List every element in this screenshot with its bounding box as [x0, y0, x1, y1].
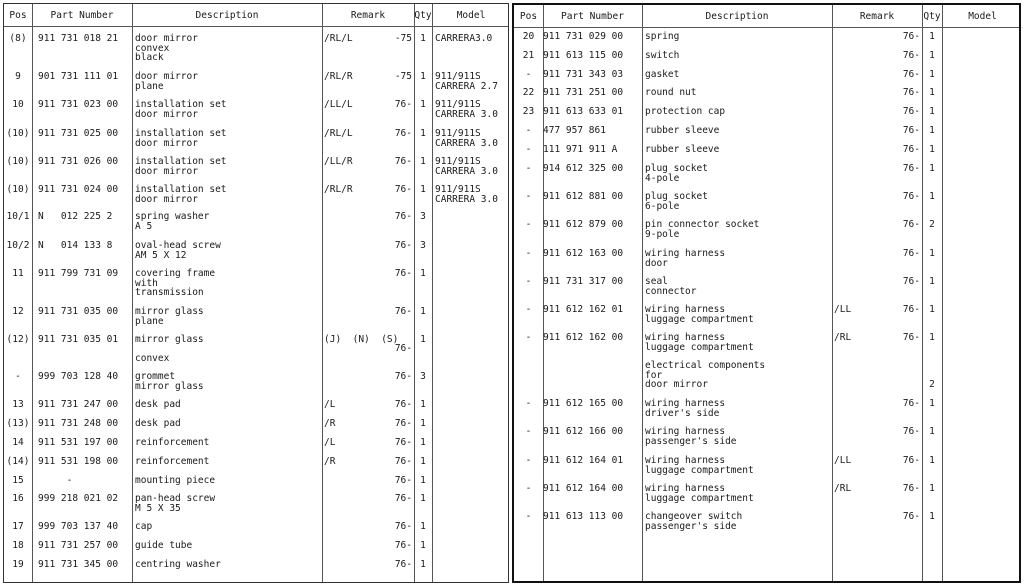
qty-cell: 1: [420, 437, 426, 448]
description-line: installation set: [135, 184, 227, 195]
description-line: gasket: [645, 69, 680, 80]
qty-cell: 2: [929, 219, 935, 230]
pos-cell: 20: [522, 31, 535, 42]
qty-cell: 1: [929, 304, 935, 315]
description-line: round nut: [645, 87, 697, 98]
remark-cell: (J) (N) (S): [324, 334, 399, 345]
header-divider: [4, 26, 508, 27]
qty-cell: 1: [420, 71, 426, 82]
description-line: desk pad: [135, 399, 181, 410]
remark-years: 76-: [902, 191, 920, 202]
header-desc: Description: [705, 11, 769, 22]
header-qty: Qty: [414, 10, 432, 21]
pos-cell: 10/2: [6, 240, 30, 251]
qty-cell: 3: [420, 211, 426, 222]
part-number-cell: 914 612 325 00: [543, 163, 624, 174]
description-line: installation set: [135, 99, 227, 110]
pos-cell: -: [525, 144, 532, 155]
pos-cell: 22: [522, 87, 535, 98]
pos-cell: -: [525, 332, 532, 343]
description-line: pin connector socket: [645, 219, 760, 230]
description-line: guide tube: [135, 540, 193, 551]
part-number-cell: -: [38, 475, 73, 486]
column-divider: [832, 5, 833, 581]
qty-cell: 1: [929, 511, 935, 522]
pos-cell: -: [525, 69, 532, 80]
description-line: seal: [645, 276, 668, 287]
description-line: door mirror: [135, 108, 198, 120]
part-number-cell: 999 703 137 40: [38, 521, 119, 532]
remark-cell: /LL: [834, 304, 852, 315]
part-number-cell: 911 731 026 00: [38, 156, 119, 167]
description-line: mounting piece: [135, 475, 216, 486]
header-divider: [514, 27, 1019, 28]
model-line: CARRERA 2.7: [435, 80, 498, 92]
pos-cell: (13): [6, 418, 30, 429]
qty-cell: 1: [929, 483, 935, 494]
pos-cell: -: [525, 426, 532, 437]
qty-cell: 1: [420, 268, 426, 279]
description-line: transmission: [135, 287, 204, 298]
remark-years: 76-: [394, 343, 412, 354]
header-pos: Pos: [9, 10, 27, 21]
remark-years: 76-: [902, 144, 920, 155]
parts-table-left: [3, 3, 509, 583]
remark-years: 76-: [394, 559, 412, 570]
part-number-cell: 911 731 035 01: [38, 334, 119, 345]
description-line: wiring harness: [645, 455, 726, 466]
part-number-cell: 911 731 018 21: [38, 33, 119, 44]
description-line: mirror glass: [135, 334, 204, 345]
part-number-cell: 911 731 035 00: [38, 306, 119, 317]
part-number-cell: 911 612 162 01: [543, 304, 624, 315]
description-line: plug socket: [645, 191, 708, 202]
remark-years: 76-: [902, 304, 920, 315]
pos-cell: (8): [9, 33, 27, 44]
pos-cell: -: [525, 511, 532, 522]
description-line: 6-pole: [645, 200, 680, 212]
description-line: passenger's side: [645, 435, 737, 447]
description-line: cap: [135, 521, 153, 532]
description-line: door mirror: [135, 193, 198, 205]
part-number-cell: 911 531 198 00: [38, 456, 119, 467]
remark-years: 76-: [394, 418, 412, 429]
remark-cell: /L: [324, 437, 336, 448]
column-divider: [132, 4, 133, 582]
remark-years: 76-: [394, 475, 412, 486]
description-line: convex: [135, 353, 170, 364]
part-number-cell: 911 731 251 00: [543, 87, 624, 98]
header-qty: Qty: [923, 11, 941, 22]
header-remark: Remark: [859, 11, 895, 22]
pos-cell: (10): [6, 184, 30, 195]
qty-cell: 1: [929, 398, 935, 409]
column-divider: [32, 4, 33, 582]
description-line: door mirror: [135, 137, 198, 149]
part-number-cell: 911 612 166 00: [543, 426, 624, 437]
remark-years: 76-: [394, 399, 412, 410]
qty-cell: 1: [420, 99, 426, 110]
qty-cell: 1: [420, 418, 426, 429]
description-line: passenger's side: [645, 520, 737, 532]
part-number-cell: 911 531 197 00: [38, 437, 119, 448]
qty-cell: 1: [929, 248, 935, 259]
description-line: plane: [135, 315, 164, 327]
description-line: door mirror: [135, 165, 198, 177]
remark-cell: /L: [324, 399, 336, 410]
remark-years: 76-: [902, 276, 920, 287]
description-line: reinforcement: [135, 456, 210, 467]
remark-cell: /R: [324, 418, 336, 429]
description-line: luggage compartment: [645, 313, 754, 325]
remark-years: 76-: [902, 483, 920, 494]
header-remark: Remark: [350, 10, 386, 21]
qty-cell: 1: [420, 456, 426, 467]
pos-cell: 9: [15, 71, 21, 82]
description-line: covering frame: [135, 268, 216, 279]
description-line: M 5 X 35: [135, 502, 181, 514]
remark-years: 76-: [902, 163, 920, 174]
remark-cell: /LL: [834, 455, 852, 466]
pos-cell: -: [525, 219, 532, 230]
remark-years: 76-: [902, 332, 920, 343]
pos-cell: -: [15, 371, 21, 382]
remark-years: 76-: [902, 248, 920, 259]
remark-years: 76-: [394, 268, 412, 279]
qty-cell: 1: [420, 521, 426, 532]
description-line: A 5: [135, 220, 153, 232]
remark-years: 76-: [902, 426, 920, 437]
remark-cell: /RL: [834, 483, 852, 494]
part-number-cell: 911 731 345 00: [38, 559, 119, 570]
description-line: pan-head screw: [135, 493, 216, 504]
part-number-cell: 911 612 162 00: [543, 332, 624, 343]
qty-cell: 1: [420, 493, 426, 504]
model-line: CARRERA 3.0: [435, 165, 498, 177]
remark-cell: /RL/R: [324, 184, 353, 195]
part-number-cell: 911 731 343 03: [543, 69, 624, 80]
qty-cell: 1: [929, 106, 935, 117]
remark-years: -75: [394, 71, 412, 82]
description-line: mirror glass: [135, 380, 204, 392]
remark-years: 76-: [902, 69, 920, 80]
model-line: 911/911S: [435, 99, 481, 110]
qty-cell: 1: [929, 144, 935, 155]
header-desc: Description: [195, 10, 259, 21]
pos-cell: (10): [6, 128, 30, 139]
description-line: 9-pole: [645, 228, 680, 240]
qty-cell: 1: [929, 455, 935, 466]
qty-cell: 2: [929, 379, 935, 390]
column-divider: [432, 4, 433, 582]
pos-cell: 11: [12, 268, 24, 279]
qty-cell: 1: [929, 276, 935, 287]
part-number-cell: 911 613 633 01: [543, 106, 624, 117]
part-number-cell: 111 971 911 A: [543, 144, 618, 155]
description-line: 4-pole: [645, 172, 680, 184]
description-line: spring washer: [135, 211, 210, 222]
header-pos: Pos: [519, 11, 538, 22]
pos-cell: 15: [12, 475, 24, 486]
description-line: AM 5 X 12: [135, 249, 187, 261]
remark-years: 76-: [394, 240, 412, 251]
remark-cell: /RL: [834, 332, 852, 343]
part-number-cell: 911 612 163 00: [543, 248, 624, 259]
pos-cell: 23: [522, 106, 535, 117]
pos-cell: -: [525, 276, 532, 287]
remark-years: 76-: [902, 455, 920, 466]
qty-cell: 1: [929, 191, 935, 202]
qty-cell: 3: [420, 240, 426, 251]
description-line: door: [645, 257, 668, 269]
description-line: reinforcement: [135, 437, 210, 448]
remark-years: -75: [394, 33, 412, 44]
description-line: wiring harness: [645, 304, 726, 315]
part-number-cell: 911 731 029 00: [543, 31, 624, 42]
pos-cell: 17: [12, 521, 24, 532]
remark-years: 76-: [902, 106, 920, 117]
pos-cell: (10): [6, 156, 30, 167]
part-number-cell: 911 612 164 00: [543, 483, 624, 494]
qty-cell: 1: [420, 184, 426, 195]
parts-table-right: [512, 3, 1021, 583]
pos-cell: 19: [12, 559, 24, 570]
part-number-cell: 911 612 165 00: [543, 398, 624, 409]
model-line: CARRERA 3.0: [435, 193, 498, 205]
qty-cell: 1: [420, 559, 426, 570]
remark-cell: /RL/R: [324, 71, 353, 82]
part-number-cell: 911 731 248 00: [38, 418, 119, 429]
remark-years: 76-: [394, 184, 412, 195]
model-line: 911/911S: [435, 71, 481, 82]
pos-cell: -: [525, 163, 532, 174]
description-line: switch: [645, 50, 680, 61]
part-number-cell: 477 957 861: [543, 125, 606, 136]
qty-cell: 1: [929, 87, 935, 98]
pos-cell: -: [525, 248, 532, 259]
pos-cell: (14): [6, 456, 30, 467]
pos-cell: (12): [6, 334, 30, 345]
qty-cell: 1: [929, 50, 935, 61]
header-part: Part Number: [561, 11, 624, 22]
column-divider: [642, 5, 643, 581]
remark-years: 76-: [394, 521, 412, 532]
remark-years: 76-: [902, 219, 920, 230]
pos-cell: 18: [12, 540, 24, 551]
qty-cell: 1: [420, 399, 426, 410]
description-line: plane: [135, 80, 164, 92]
description-line: oval-head screw: [135, 240, 221, 251]
description-line: mirror glass: [135, 306, 204, 317]
part-number-cell: 911 613 115 00: [543, 50, 624, 61]
pos-cell: -: [525, 398, 532, 409]
part-number-cell: 911 731 257 00: [38, 540, 119, 551]
description-line: plug socket: [645, 163, 708, 174]
remark-years: 76-: [902, 87, 920, 98]
pos-cell: 10/1: [6, 211, 30, 222]
qty-cell: 1: [929, 125, 935, 136]
description-line: luggage compartment: [645, 464, 754, 476]
remark-years: 76-: [394, 493, 412, 504]
pos-cell: 14: [12, 437, 24, 448]
part-number-cell: 911 799 731 09: [38, 268, 119, 279]
description-line: installation set: [135, 128, 227, 139]
description-line: installation set: [135, 156, 227, 167]
remark-cell: /R: [324, 456, 336, 467]
remark-years: 76-: [394, 99, 412, 110]
remark-years: 76-: [902, 125, 920, 136]
header-model: Model: [968, 11, 997, 22]
description-line: electrical components: [645, 360, 766, 371]
remark-years: 76-: [902, 31, 920, 42]
description-line: door mirror: [135, 33, 198, 44]
qty-cell: 1: [420, 156, 426, 167]
part-number-cell: 911 731 317 00: [543, 276, 624, 287]
remark-years: 76-: [394, 306, 412, 317]
description-line: wiring harness: [645, 426, 726, 437]
remark-years: 76-: [394, 211, 412, 222]
description-line: wiring harness: [645, 248, 726, 259]
pos-cell: 21: [522, 50, 535, 61]
pos-cell: -: [525, 455, 532, 466]
description-line: rubber sleeve: [645, 144, 720, 155]
remark-years: 76-: [394, 128, 412, 139]
remark-years: 76-: [394, 540, 412, 551]
description-line: wiring harness: [645, 332, 726, 343]
qty-cell: 1: [929, 31, 935, 42]
description-line: door mirror: [645, 379, 708, 390]
remark-cell: /RL/L: [324, 128, 353, 139]
model-line: 911/911S: [435, 156, 481, 167]
description-line: luggage compartment: [645, 492, 754, 504]
description-line: with: [135, 277, 158, 289]
description-line: black: [135, 52, 164, 63]
description-line: protection cap: [645, 106, 726, 117]
qty-cell: 1: [420, 33, 426, 44]
qty-cell: 1: [420, 475, 426, 486]
description-line: centring washer: [135, 559, 221, 570]
pos-cell: 13: [12, 399, 24, 410]
qty-cell: 1: [929, 69, 935, 80]
description-line: wiring harness: [645, 398, 726, 409]
remark-cell: /LL/R: [324, 156, 353, 167]
part-number-cell: 901 731 111 01: [38, 71, 119, 82]
description-line: for: [645, 369, 663, 381]
description-line: spring: [645, 31, 680, 42]
part-number-cell: 911 731 247 00: [38, 399, 119, 410]
part-number-cell: N 012 225 2: [38, 211, 113, 222]
qty-cell: 1: [420, 128, 426, 139]
remark-years: 76-: [902, 50, 920, 61]
part-number-cell: 911 731 024 00: [38, 184, 119, 195]
qty-cell: 1: [420, 306, 426, 317]
column-divider: [322, 4, 323, 582]
pos-cell: -: [525, 125, 532, 136]
part-number-cell: 911 612 164 01: [543, 455, 624, 466]
description-line: convex: [135, 42, 170, 54]
part-number-cell: 999 703 128 40: [38, 371, 119, 382]
remark-years: 76-: [394, 437, 412, 448]
remark-years: 76-: [902, 511, 920, 522]
part-number-cell: N 014 133 8: [38, 240, 113, 251]
part-number-cell: 911 612 881 00: [543, 191, 624, 202]
remark-years: 76-: [394, 371, 412, 382]
remark-years: 76-: [902, 398, 920, 409]
model-line: 911/911S: [435, 184, 481, 195]
model-line: 911/911S: [435, 128, 481, 139]
part-number-cell: 911 731 025 00: [38, 128, 119, 139]
description-line: rubber sleeve: [645, 125, 720, 136]
pos-cell: -: [525, 191, 532, 202]
part-number-cell: 911 612 879 00: [543, 219, 624, 230]
column-divider: [942, 5, 943, 581]
qty-cell: 3: [420, 371, 426, 382]
qty-cell: 1: [929, 332, 935, 343]
description-line: door mirror: [135, 71, 198, 82]
model-line: CARRERA 3.0: [435, 108, 498, 120]
pos-cell: 16: [12, 493, 24, 504]
pos-cell: 10: [12, 99, 24, 110]
part-number-cell: 999 218 021 02: [38, 493, 119, 504]
pos-cell: -: [525, 304, 532, 315]
remark-years: 76-: [394, 456, 412, 467]
qty-cell: 1: [929, 163, 935, 174]
remark-cell: /RL/L: [324, 33, 353, 44]
remark-years: 76-: [394, 156, 412, 167]
pos-cell: -: [525, 483, 532, 494]
model-line: CARRERA 3.0: [435, 137, 498, 149]
pos-cell: 12: [12, 306, 24, 317]
qty-cell: 1: [420, 334, 426, 345]
qty-cell: 1: [929, 426, 935, 437]
description-line: driver's side: [645, 407, 720, 419]
description-line: desk pad: [135, 418, 181, 429]
part-number-cell: 911 731 023 00: [38, 99, 119, 110]
qty-cell: 1: [420, 540, 426, 551]
remark-cell: /LL/L: [324, 99, 353, 110]
description-line: wiring harness: [645, 483, 726, 494]
description-line: connector: [645, 285, 697, 297]
description-line: luggage compartment: [645, 341, 754, 353]
model-line: CARRERA3.0: [435, 33, 493, 44]
description-line: grommet: [135, 371, 176, 382]
header-part: Part Number: [50, 10, 114, 21]
description-line: changeover switch: [645, 511, 743, 522]
part-number-cell: 911 613 113 00: [543, 511, 624, 522]
header-model: Model: [456, 10, 486, 21]
